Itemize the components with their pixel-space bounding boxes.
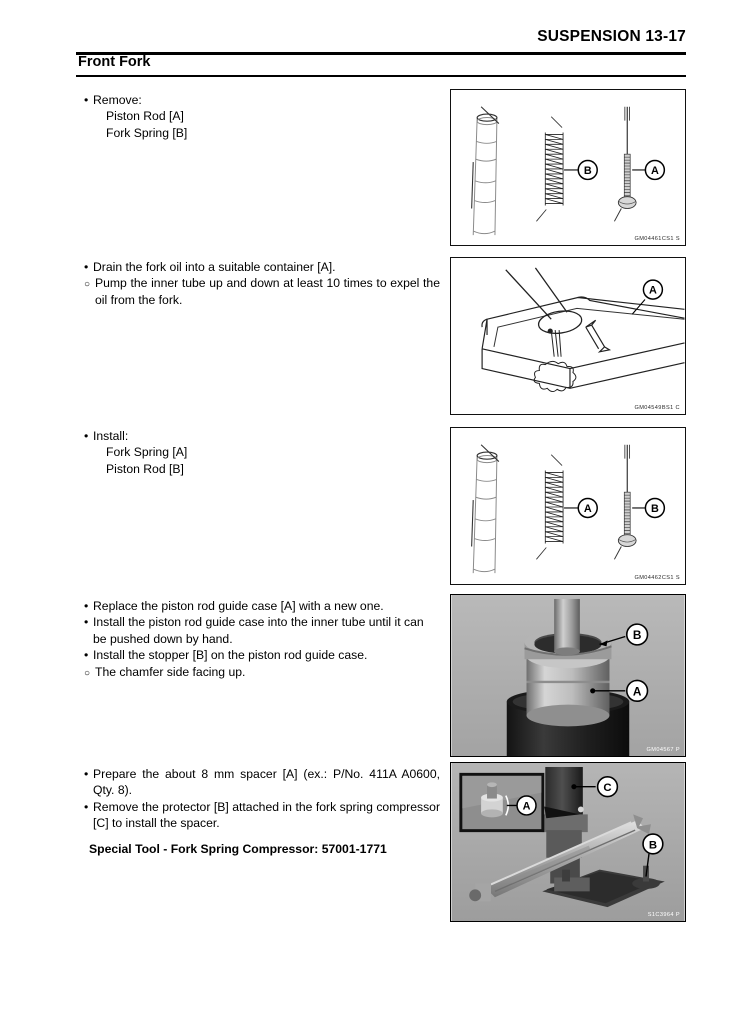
svg-text:B: B bbox=[650, 502, 659, 515]
bullet-icon bbox=[84, 92, 88, 108]
figure-caption: S1C3964 P bbox=[647, 912, 680, 918]
figure-compressor bbox=[450, 762, 686, 922]
bullet-icon bbox=[84, 259, 88, 275]
figure-compressor-photo bbox=[451, 763, 685, 921]
instruction-block-drain bbox=[84, 259, 440, 308]
list-item bbox=[84, 799, 440, 832]
section-title: Front Fork bbox=[78, 54, 151, 70]
list-item bbox=[84, 428, 436, 444]
bullet-icon bbox=[84, 598, 88, 614]
circle-bullet-icon bbox=[84, 664, 90, 682]
figure-caption: GM04549BS1 C bbox=[634, 405, 680, 411]
instruction-block-spacer bbox=[84, 766, 440, 857]
list-item bbox=[84, 92, 436, 108]
figure-guide-case-photo bbox=[451, 595, 685, 756]
svg-text:A: A bbox=[583, 502, 592, 515]
list-subitem: Fork Spring [A] bbox=[106, 445, 188, 460]
instruction-block-remove bbox=[84, 92, 436, 141]
section-rule bbox=[76, 75, 686, 77]
list-item-text: Pump the inner tube up and down at least 10 times to expel the oil from the fork. bbox=[95, 276, 440, 307]
list-subitem: Fork Spring [B] bbox=[106, 125, 188, 140]
bullet-icon bbox=[84, 799, 88, 815]
list-item-text: Install: bbox=[93, 429, 129, 443]
figure-drain bbox=[450, 257, 686, 415]
figure-caption: GM04461CS1 S bbox=[634, 236, 680, 242]
bullet-icon bbox=[84, 428, 88, 444]
list-item bbox=[84, 598, 440, 614]
figure-remove-artwork bbox=[451, 90, 685, 245]
page-header: SUSPENSION 13-17 bbox=[537, 28, 686, 45]
instruction-block-install bbox=[84, 428, 436, 477]
special-tool-note: Special Tool - Fork Spring Compressor: 57001-1771 bbox=[89, 841, 387, 856]
list-item-text: Remove the protector [B] attached in the fork spring compressor [C] to install the spacer. bbox=[93, 799, 440, 831]
instruction-block-guide-case bbox=[84, 598, 440, 680]
figure-drain-artwork bbox=[451, 258, 685, 414]
figure-guide-case bbox=[450, 594, 686, 757]
svg-text:A: A bbox=[632, 684, 642, 699]
figure-install bbox=[450, 427, 686, 585]
svg-text:B: B bbox=[583, 164, 592, 177]
bullet-icon bbox=[84, 614, 88, 630]
bullet-icon bbox=[84, 647, 88, 663]
figure-remove bbox=[450, 89, 686, 246]
svg-text:C: C bbox=[603, 782, 612, 795]
list-subitem: Piston Rod [B] bbox=[106, 461, 184, 476]
list-item bbox=[84, 275, 440, 308]
list-item-text: The chamfer side facing up. bbox=[95, 664, 246, 679]
figure-caption: GM04567 P bbox=[646, 747, 680, 753]
list-item-text: Prepare the about 8 mm spacer [A] (ex.: P/No. 411A A0600, Qty. 8). bbox=[93, 767, 440, 798]
figure-install-artwork bbox=[451, 428, 685, 584]
list-item-text: Install the stopper [B] on the piston rod guide case. bbox=[93, 648, 368, 663]
figure-caption: GM04462CS1 S bbox=[634, 575, 680, 581]
list-item-text: Remove: bbox=[93, 93, 142, 107]
list-item bbox=[84, 259, 440, 275]
list-subitem: Piston Rod [A] bbox=[106, 109, 184, 124]
bullet-icon bbox=[84, 766, 88, 782]
circle-bullet-icon bbox=[84, 275, 90, 293]
svg-text:B: B bbox=[632, 627, 642, 642]
svg-text:B: B bbox=[648, 839, 658, 852]
list-item-text: Replace the piston rod guide case [A] with a new one. bbox=[93, 599, 384, 613]
list-item bbox=[84, 614, 440, 647]
list-item-text: Install the piston rod guide case into the inner tube until it can be pushed down by hand. bbox=[93, 615, 424, 646]
svg-text:A: A bbox=[522, 800, 531, 813]
svg-text:A: A bbox=[650, 164, 659, 177]
list-item-text: Drain the fork oil into a suitable container [A]. bbox=[93, 260, 336, 274]
list-item bbox=[84, 647, 440, 663]
header-rule bbox=[76, 52, 686, 55]
svg-text:A: A bbox=[648, 284, 657, 297]
list-item bbox=[84, 664, 440, 680]
list-item bbox=[84, 766, 440, 799]
